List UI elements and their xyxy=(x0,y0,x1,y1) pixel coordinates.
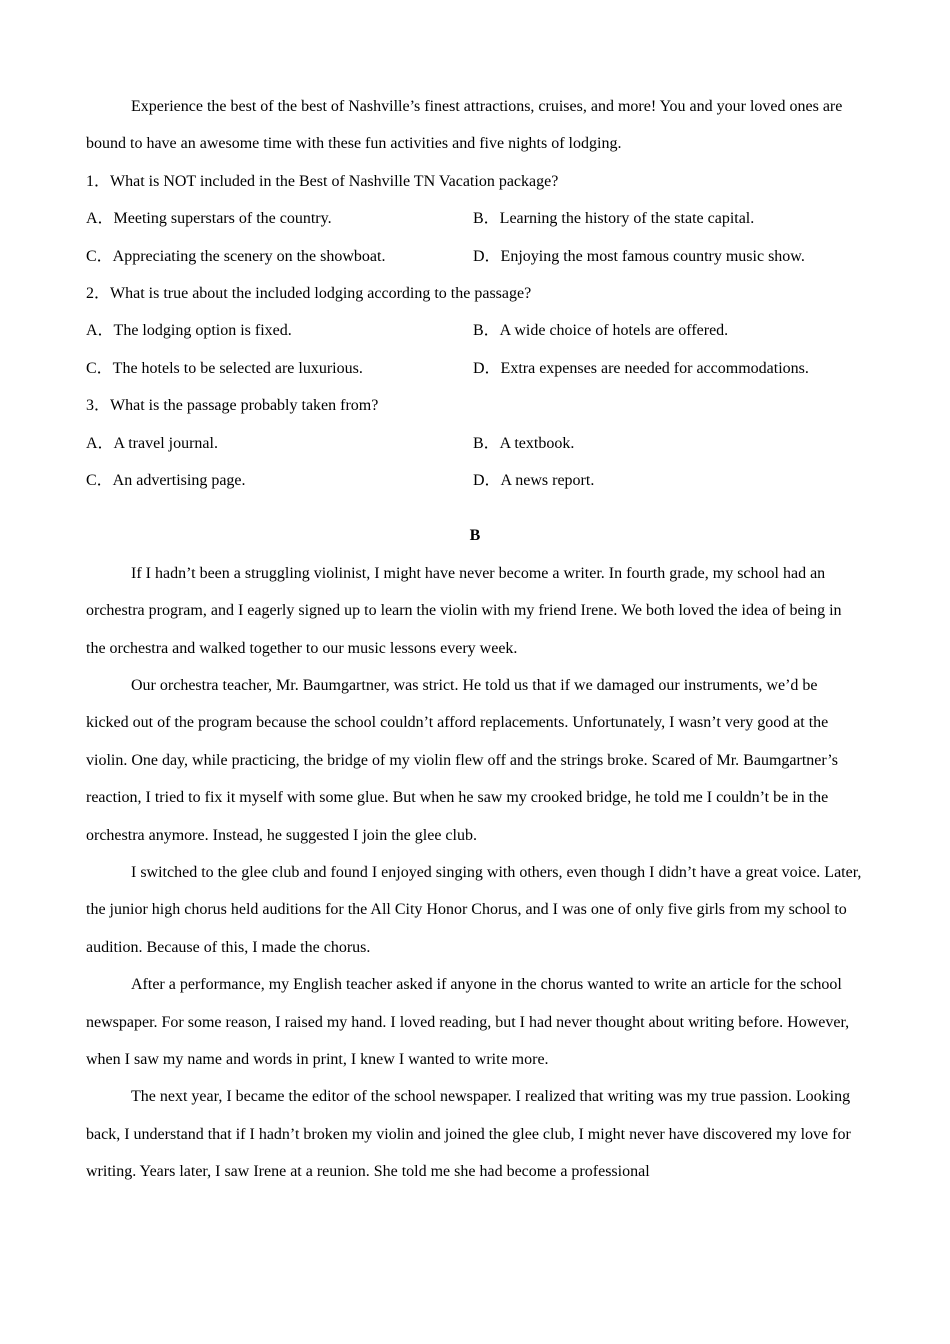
question-stem: 1．What is NOT included in the Best of Nashville TN Vacation package? xyxy=(86,172,559,190)
section-spacer xyxy=(86,499,864,517)
option-c: C．The hotels to be selected are luxurious. xyxy=(86,359,363,377)
question-2 xyxy=(86,275,864,387)
question-stem: 2．What is true about the included lodging according to the passage? xyxy=(86,284,532,302)
option-row xyxy=(86,350,864,387)
passage-paragraph-1: If I hadn’t been a struggling violinist, I might have never become a writer. In fourth grade, my school had an orchestra program, and I eagerly signed up to learn the violin with my friend Irene. We both loved the idea of being in the orchestra and walked together to our music lessons every week. xyxy=(86,564,842,657)
option-d: D．Enjoying the most famous country music show. xyxy=(473,247,805,265)
option-d: D．Extra expenses are needed for accommodations. xyxy=(473,359,809,377)
option-b: B．A wide choice of hotels are offered. xyxy=(473,322,729,340)
option-row xyxy=(86,200,864,237)
option-a: A．The lodging option is fixed. xyxy=(86,322,292,340)
option-row xyxy=(86,238,864,275)
option-a: A．A travel journal. xyxy=(86,434,218,452)
option-row xyxy=(86,425,864,462)
option-row xyxy=(86,312,864,349)
question-stem: 3．What is the passage probably taken from? xyxy=(86,397,379,415)
option-a: A．Meeting superstars of the country. xyxy=(86,210,332,228)
option-b: B．A textbook. xyxy=(473,434,575,452)
document-page xyxy=(86,88,864,1191)
option-d: D．A news report. xyxy=(473,471,595,489)
passage-paragraph-5: The next year, I became the editor of the school newspaper. I realized that writing was my true passion. Looking back, I understand that if I hadn’t broken my violin and joined the glee club, I might never have discovered my love for writing. Years later, I saw Irene at a reunion. She told me she had become a professional xyxy=(86,1088,851,1181)
question-3 xyxy=(86,387,864,499)
passage-paragraph-2: Our orchestra teacher, Mr. Baumgartner, was strict. He told us that if we damaged our instruments, we’d be kicked out of the program because the school couldn’t afford replacements. Unfortunately, I wasn’t very good at the violin. One day, while practicing, the bridge of my violin flew off and the strings broke. Scared of Mr. Baumgartner’s reaction, I tried to fix it myself with some glue. But when he saw my crooked bridge, he told me I couldn’t be in the orchestra anymore. Instead, he suggested I join the glee club. xyxy=(86,676,838,844)
option-b: B．Learning the history of the state capital. xyxy=(473,210,755,228)
option-row xyxy=(86,462,864,499)
option-c: C．Appreciating the scenery on the showboat. xyxy=(86,247,386,265)
question-1 xyxy=(86,163,864,275)
intro-paragraph: Experience the best of the best of Nashville’s finest attractions, cruises, and more! You and your loved ones are bound to have an awesome time with these fun activities and five nights of lodging. xyxy=(86,98,843,153)
option-c: C．An advertising page. xyxy=(86,471,246,489)
passage-paragraph-4: After a performance, my English teacher asked if anyone in the chorus wanted to write an article for the school newspaper. For some reason, I raised my hand. I loved reading, but I had never thought about writing before. However, when I saw my name and words in print, I knew I wanted to write more. xyxy=(86,976,850,1068)
passage-paragraph-3: I switched to the glee club and found I enjoyed singing with others, even though I didn’t have a great voice. Later, the junior high chorus held auditions for the All City Honor Chorus, and I was one of only five girls from my school to audition. Because of this, I made the chorus. xyxy=(86,863,862,956)
section-title: B xyxy=(469,527,481,545)
